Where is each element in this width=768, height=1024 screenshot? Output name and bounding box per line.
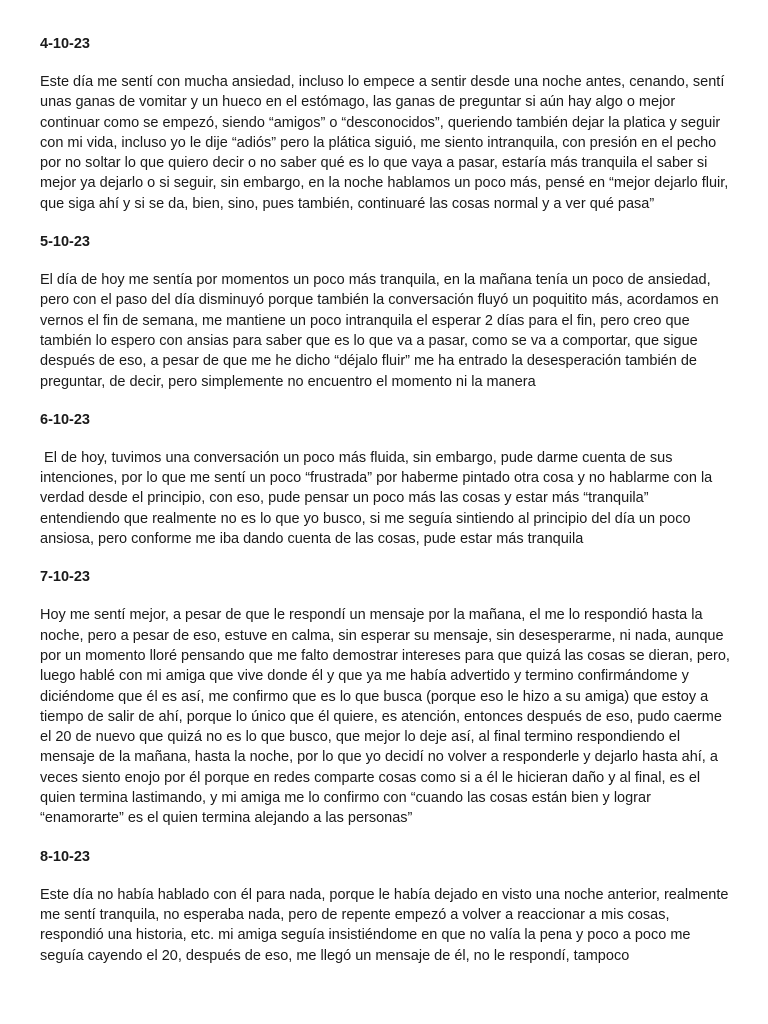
- entry-text: El de hoy, tuvimos una conversación un poco más fluida, sin embargo, pude darme cuenta de sus intenciones, por lo que me sentí un poco “frustrada” por haberme pintado otra cosa y no hablarme con la verdad desde el principio, con eso, pude pensar un poco más las cosas y estar más “tranquila” entendiendo que realmente no es lo que yo busco, si me seguía sintiendo al principio del día un poco ansiosa, pero conforme me iba dando cuenta de las cosas, pude estar más tranquila: [40, 449, 717, 548]
- entry-7-10-23: [40, 567, 734, 828]
- entry-date: 7-10-23: [40, 569, 90, 586]
- entry-text: El día de hoy me sentía por momentos un poco más tranquila, en la mañana tenía un poco de ansiedad, pero con el paso del día disminuyó porque también la conversación fluyó un poquitito más, acordamos en vernos el fin de semana, me mantiene un poco intranquila el esperar 2 días para el fin, pero creo que también lo espero con ansias para saber que es lo que va a pasar, como se va a comportar, que sigue después de eso, a pesar de que me he dicho “déjalo fluir” me ha entrado la desesperación también de preguntar, de decir, pero simplemente no encuentro el momento ni la manera: [40, 272, 723, 390]
- entry-4-10-23: [40, 34, 733, 214]
- entry-8-10-23: [40, 847, 733, 966]
- entry-text: Hoy me sentí mejor, a pesar de que le respondí un mensaje por la mañana, el me lo respondió hasta la noche, pero a pesar de eso, estuve en calma, sin esperar su mensaje, sin desesperarme, ni nada, aunque por un momento lloré pensando que me falto demostrar intereses para que quizá las cosas se dieran, pero, luego hablé con mi amiga que vive donde él y que ya me había advertido y termino confirmándome y diciéndome que él es así, me confirmo que es lo que busca (porque eso le hizo a su amiga) que estoy a tiempo de salir de ahí, porque lo único que él quiere, es atención, entonces después de eso, pudo caerme el 20 de nuevo que quizá no es lo que busco, que mejor lo deje así, al final termino respondiendo el mensaje de la mañana, hasta la noche, por lo que yo decidí no volver a responderle y dejarlo hasta ahí, a veces siento enojo por él porque en redes comparte cosas como si a él le hicieran daño y al final, es el quien termina lastimando, y mi amiga me lo confirmo con “cuando las cosas están bien y lograr “enamorarte” es el quien termina alejando a las personas”: [40, 607, 734, 827]
- entry-date: 4-10-23: [40, 36, 90, 52]
- entry-date: 8-10-23: [40, 848, 90, 865]
- entry-date: 5-10-23: [40, 234, 90, 251]
- entry-date: 6-10-23: [40, 411, 90, 428]
- entry-text: Este día me sentí con mucha ansiedad, incluso lo empece a sentir desde una noche antes, cenando, sentí unas ganas de vomitar y un hueco en el estómago, las ganas de preguntar si aún hay algo o mejor continuar como se empezó, siendo “amigos” o “desconocidos”, queriendo también dejar la platica y seguir con mi vida, incluso yo le dije “adiós” pero la plática siguió, me siento intranquila, con presión en el pecho por no soltar lo que quiero decir o no saber qué es lo que vaya a pasar, estaría más tranquila el saber si mejor ya dejarlo o si seguir, sin embargo, en la noche hablamos un poco más, pensé en “mejor dejarlo fluir, que siga ahí y si se da, bien, sino, pues también, continuaré las cosas normal y a ver qué pasa”: [40, 74, 733, 212]
- entry-text: Este día no había hablado con él para nada, porque le había dejado en visto una noche anterior, realmente me sentí tranquila, no esperaba nada, pero de repente empezó a volver a reaccionar a mis cosas, respondió una historia, etc. mi amiga seguía insistiéndome en que no valía la pena y poco a poco me seguía cayendo el 20, después de eso, me llegó un mensaje de él, no le respondí, tampoco: [40, 886, 733, 964]
- journal-document: [40, 34, 734, 984]
- entry-6-10-23: [40, 410, 730, 549]
- entry-5-10-23: [40, 232, 730, 392]
